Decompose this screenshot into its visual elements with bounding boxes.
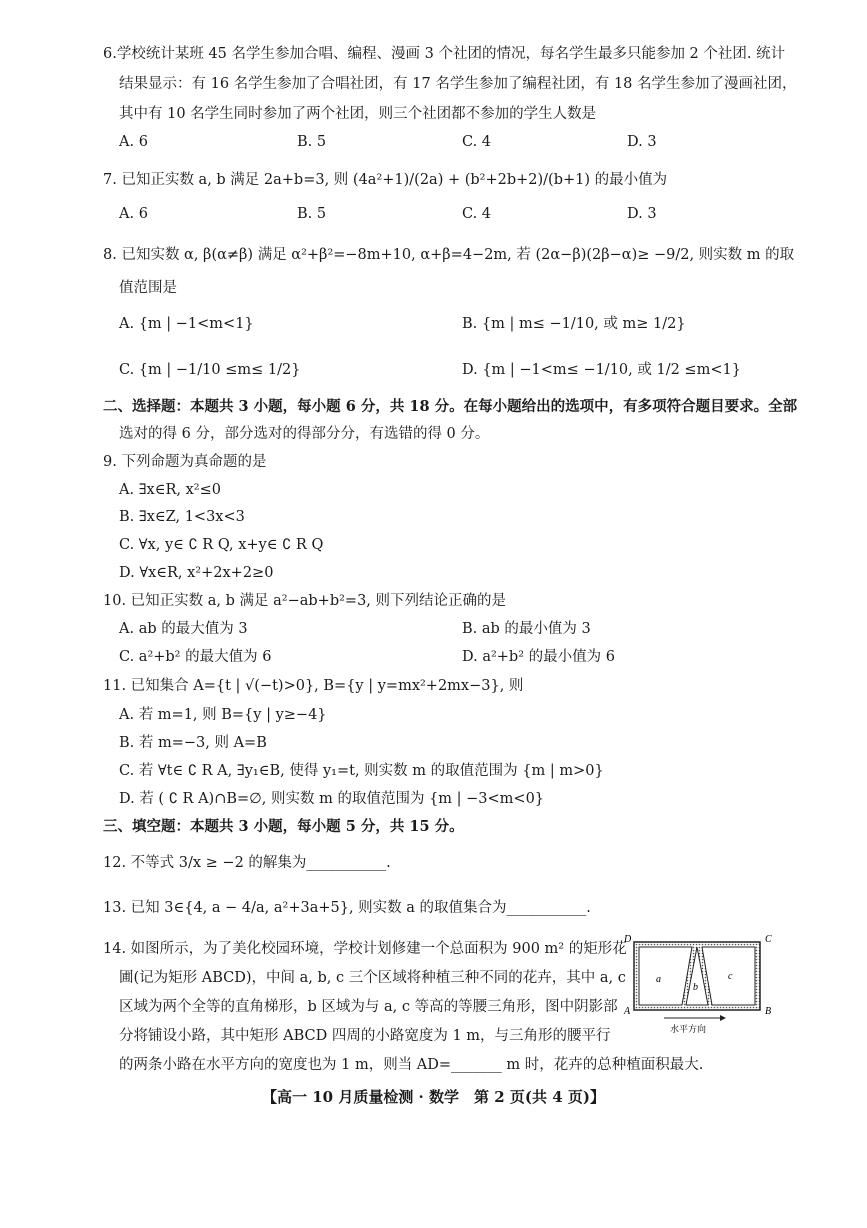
q6-option-b: B. 5 bbox=[297, 134, 327, 150]
section-2-line1: 二、选择题：本题共 3 小题，每小题 6 分，共 18 分。在每小题给出的选项中，有多项符合题目要求。全部 bbox=[103, 398, 798, 415]
q6-line3: 其中有 10 名学生同时参加了两个社团，则三个社团都不参加的学生人数是 bbox=[119, 106, 597, 122]
corner-label-a: A bbox=[624, 1006, 631, 1017]
q8-option-b: B. {m | m≤ −1/10, 或 m≥ 1/2} bbox=[462, 316, 686, 332]
arrow-label: 水平方向 bbox=[670, 1025, 707, 1035]
q8-line1: 8. 已知实数 α, β(α≠β) 满足 α²+β²=−8m+10, α+β=4−2m, 若 (2α−β)(2β−α)≥ −9/2, 则实数 m 的取 bbox=[103, 247, 795, 263]
q7-option-b: B. 5 bbox=[297, 206, 327, 222]
region-label-b: b bbox=[693, 982, 698, 993]
q10-option-d: D. a²+b² 的最小值为 6 bbox=[462, 649, 615, 665]
q11-option-b: B. 若 m=−3, 则 A=B bbox=[119, 735, 267, 751]
q10-line1: 10. 已知正实数 a, b 满足 a²−ab+b²=3, 则下列结论正确的是 bbox=[103, 593, 507, 609]
q7-option-a: A. 6 bbox=[119, 206, 148, 222]
q9-option-a: A. ∃x∈R, x²≤0 bbox=[119, 482, 221, 498]
q6-option-d: D. 3 bbox=[627, 134, 657, 150]
arrow-head bbox=[720, 1015, 726, 1021]
q11-line1: 11. 已知集合 A={t | √(−t)>0}, B={y | y=mx²+2mx−3}, 则 bbox=[103, 678, 524, 694]
q10-option-c: C. a²+b² 的最大值为 6 bbox=[119, 649, 272, 665]
q11-option-a: A. 若 m=1, 则 B={y | y≥−4} bbox=[119, 707, 327, 723]
flower-bed-figure bbox=[620, 928, 780, 1038]
q8-option-a: A. {m | −1<m<1} bbox=[119, 316, 254, 332]
q9-option-c: C. ∀x, y∈ ∁ R Q, x+y∈ ∁ R Q bbox=[119, 537, 324, 553]
corner-label-d: D bbox=[624, 934, 632, 945]
q12-line1: 12. 不等式 3/x ≥ −2 的解集为___________. bbox=[103, 855, 391, 871]
page-footer: 【高一 10 月质量检测 · 数学 第 2 页(共 4 页)】 bbox=[262, 1088, 605, 1106]
q11-option-d: D. 若 ( ∁ R A)∩B=∅, 则实数 m 的取值范围为 {m | −3<m<0} bbox=[119, 791, 545, 807]
section-3-line1: 三、填空题：本题共 3 小题，每小题 5 分，共 15 分。 bbox=[103, 818, 464, 835]
q7-option-c: C. 4 bbox=[462, 206, 492, 222]
q8-option-c: C. {m | −1/10 ≤m≤ 1/2} bbox=[119, 362, 301, 378]
q9-line1: 9. 下列命题为真命题的是 bbox=[103, 454, 267, 470]
q6-line2: 结果显示：有 16 名学生参加了合唱社团，有 17 名学生参加了编程社团，有 18 名学生参加了漫画社团， bbox=[119, 76, 797, 92]
corner-label-c: C bbox=[765, 934, 772, 945]
q6-option-a: A. 6 bbox=[119, 134, 148, 150]
section-2-line2: 选对的得 6 分，部分选对的得部分分，有选错的得 0 分。 bbox=[119, 426, 490, 442]
q10-option-a: A. ab 的最大值为 3 bbox=[119, 621, 248, 637]
q6-option-c: C. 4 bbox=[462, 134, 492, 150]
q8-line2: 值范围是 bbox=[119, 280, 177, 296]
q6-line1: 6.学校统计某班 45 名学生参加合唱、编程、漫画 3 个社团的情况，每名学生最多只能参加 2 个社团. 统计 bbox=[103, 46, 786, 62]
q11-option-c: C. 若 ∀t∈ ∁ R A, ∃y₁∈B, 使得 y₁=t, 则实数 m 的取值范围为 {m | m>0} bbox=[119, 763, 604, 779]
q10-option-b: B. ab 的最小值为 3 bbox=[462, 621, 591, 637]
corner-label-b: B bbox=[765, 1006, 772, 1017]
q7-option-d: D. 3 bbox=[627, 206, 657, 222]
q7-line1: 7. 已知正实数 a, b 满足 2a+b=3, 则 (4a²+1)/(2a) + (b²+2b+2)/(b+1) 的最小值为 bbox=[103, 172, 668, 188]
region-label-a: a bbox=[656, 974, 661, 985]
q9-option-d: D. ∀x∈R, x²+2x+2≥0 bbox=[119, 565, 274, 581]
region-label-c: c bbox=[728, 971, 733, 982]
q13-line1: 13. 已知 3∈{4, a − 4/a, a²+3a+5}, 则实数 a 的取值集合为___________. bbox=[103, 900, 591, 916]
q14-line1: 14. 如图所示，为了美化校园环境，学校计划修建一个总面积为 900 m² 的矩形花 bbox=[103, 941, 627, 957]
q9-option-b: B. ∃x∈Z, 1<3x<3 bbox=[119, 509, 245, 525]
q14-line5: 的两条小路在水平方向的宽度也为 1 m，则当 AD=_______ m 时，花卉的总种植面积最大. bbox=[119, 1057, 704, 1073]
q14-line4: 分将铺设小路，其中矩形 ABCD 四周的小路宽度为 1 m，与三角形的腰平行 bbox=[119, 1028, 611, 1044]
q8-option-d: D. {m | −1<m≤ −1/10, 或 1/2 ≤m<1} bbox=[462, 362, 741, 378]
q14-line2: 圃(记为矩形 ABCD)，中间 a, b, c 三个区域将种植三种不同的花卉，其中 a, c bbox=[119, 970, 626, 986]
q14-line3: 区域为两个全等的直角梯形，b 区域为与 a, c 等高的等腰三角形，图中阴影部 bbox=[119, 999, 618, 1015]
